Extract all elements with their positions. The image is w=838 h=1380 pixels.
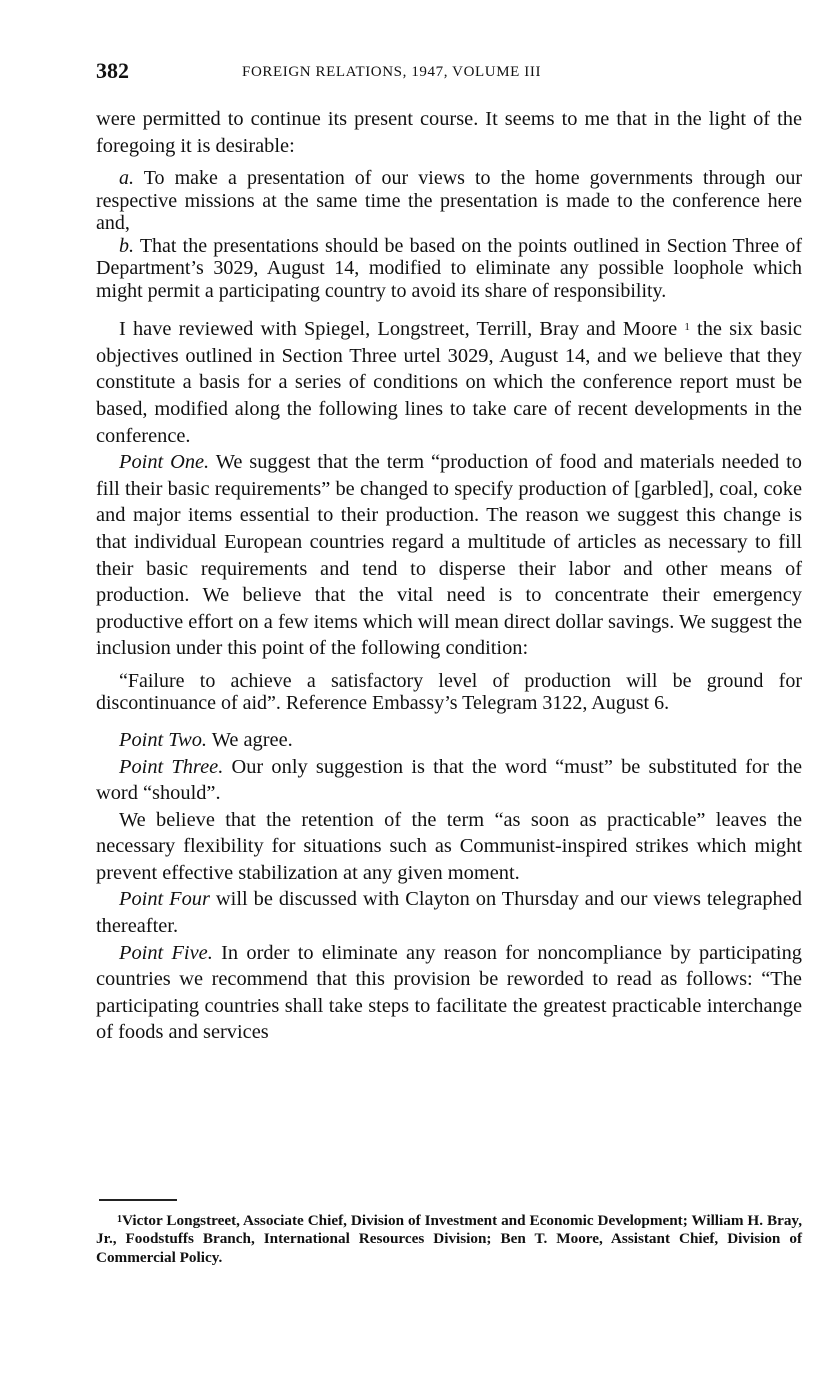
item-b — [96, 235, 802, 303]
point-four-text: will be discussed with Clayton on Thursday and our views telegraphed thereafter. — [96, 888, 802, 938]
item-b-text: That the presentations should be based on the points outlined in Section Three of Department’s 3029, August 14, modified to eliminate any possible loophole which might permit a participating country to avoid its share of responsibility. — [96, 234, 802, 302]
item-a — [96, 167, 802, 235]
paragraph-retention: We believe that the retention of the term “as soon as practicable” leaves the necessary flexibility for situations such as Communist-inspired strikes which might prevent effective stabilization at any given moment. — [96, 808, 802, 884]
paragraph-opening: were permitted to continue its present course. It seems to me that in the light of the foregoing it is desirable: — [96, 108, 802, 157]
paragraph-point-one — [96, 449, 802, 662]
page-header — [96, 58, 802, 90]
paragraph-point-five — [96, 940, 802, 1046]
page-number: 382 — [96, 58, 129, 83]
point-two-label: Point Two. — [119, 728, 207, 751]
quoted-condition: “Failure to achieve a satisfactory level of production will be ground for discontinuance of aid”. Reference Embassy’s Telegram 3122, August 6. — [96, 669, 802, 715]
footnote-reference: 1 — [684, 321, 690, 334]
paragraph-point-four — [96, 886, 802, 939]
item-b-label: b. — [119, 234, 134, 257]
point-four-label: Point Four — [119, 888, 210, 911]
footnote — [96, 1212, 802, 1267]
point-one-label: Point One. — [119, 451, 210, 474]
running-head: FOREIGN RELATIONS, 1947, VOLUME III — [242, 64, 542, 80]
footnote-marker: 1 — [117, 1214, 122, 1225]
item-a-label: a. — [119, 167, 134, 190]
point-five-label: Point Five. — [119, 941, 213, 964]
point-two-text: We agree. — [211, 728, 293, 751]
body-text — [96, 106, 802, 1046]
footnote-divider — [99, 1199, 177, 1201]
paragraph-review-text-a: I have reviewed with Spiegel, Longstreet, Terrill, Bray and Moore — [119, 318, 678, 341]
paragraph-review — [96, 316, 802, 449]
footnote-text: Victor Longstreet, Associate Chief, Division of Investment and Economic Development; William H. Bray, Jr., Foodstuffs Branch, International Resources Division; Ben T. Moore, Assistant Chief, Division of Commercial Policy. — [96, 1212, 802, 1266]
paragraph-point-two — [96, 727, 802, 754]
point-five-text: In order to eliminate any reason for noncompliance by participating countries we recommend that this provision be reworded to read as follows: “The participating countries shall take steps to facilitate the greatest practicable interchange of foods and services — [96, 941, 802, 1044]
point-three-text: Our only suggestion is that the word “must” be substituted for the word “should”. — [96, 755, 803, 805]
paragraph-point-three — [96, 754, 802, 807]
point-three-label: Point Three. — [119, 755, 224, 778]
paragraph-review-text-b: the six basic objectives outlined in Section Three urtel 3029, August 14, and we believe that they constitute a basis for a series of conditions on which the conference report must be based, modified along the following lines to take care of recent developments in the conference. — [96, 318, 802, 447]
item-a-text: To make a presentation of our views to the home governments through our respective missions at the same time the presentation is made to the conference here and, — [96, 167, 802, 235]
point-one-text: We suggest that the term “production of food and materials needed to fill their basic requirements” be changed to specify production of [garbled], coal, coke and major items essential to their production. The reason we suggest this change is that individual European countries regard a multitude of articles as necessary to fill their basic requirements and tend to disperse their labor and other means of production. We believe that the vital need is to concentrate their emergency productive effort on a few items which will mean direct dollar savings. We suggest the inclusion under this point of the following condition: — [96, 451, 802, 660]
